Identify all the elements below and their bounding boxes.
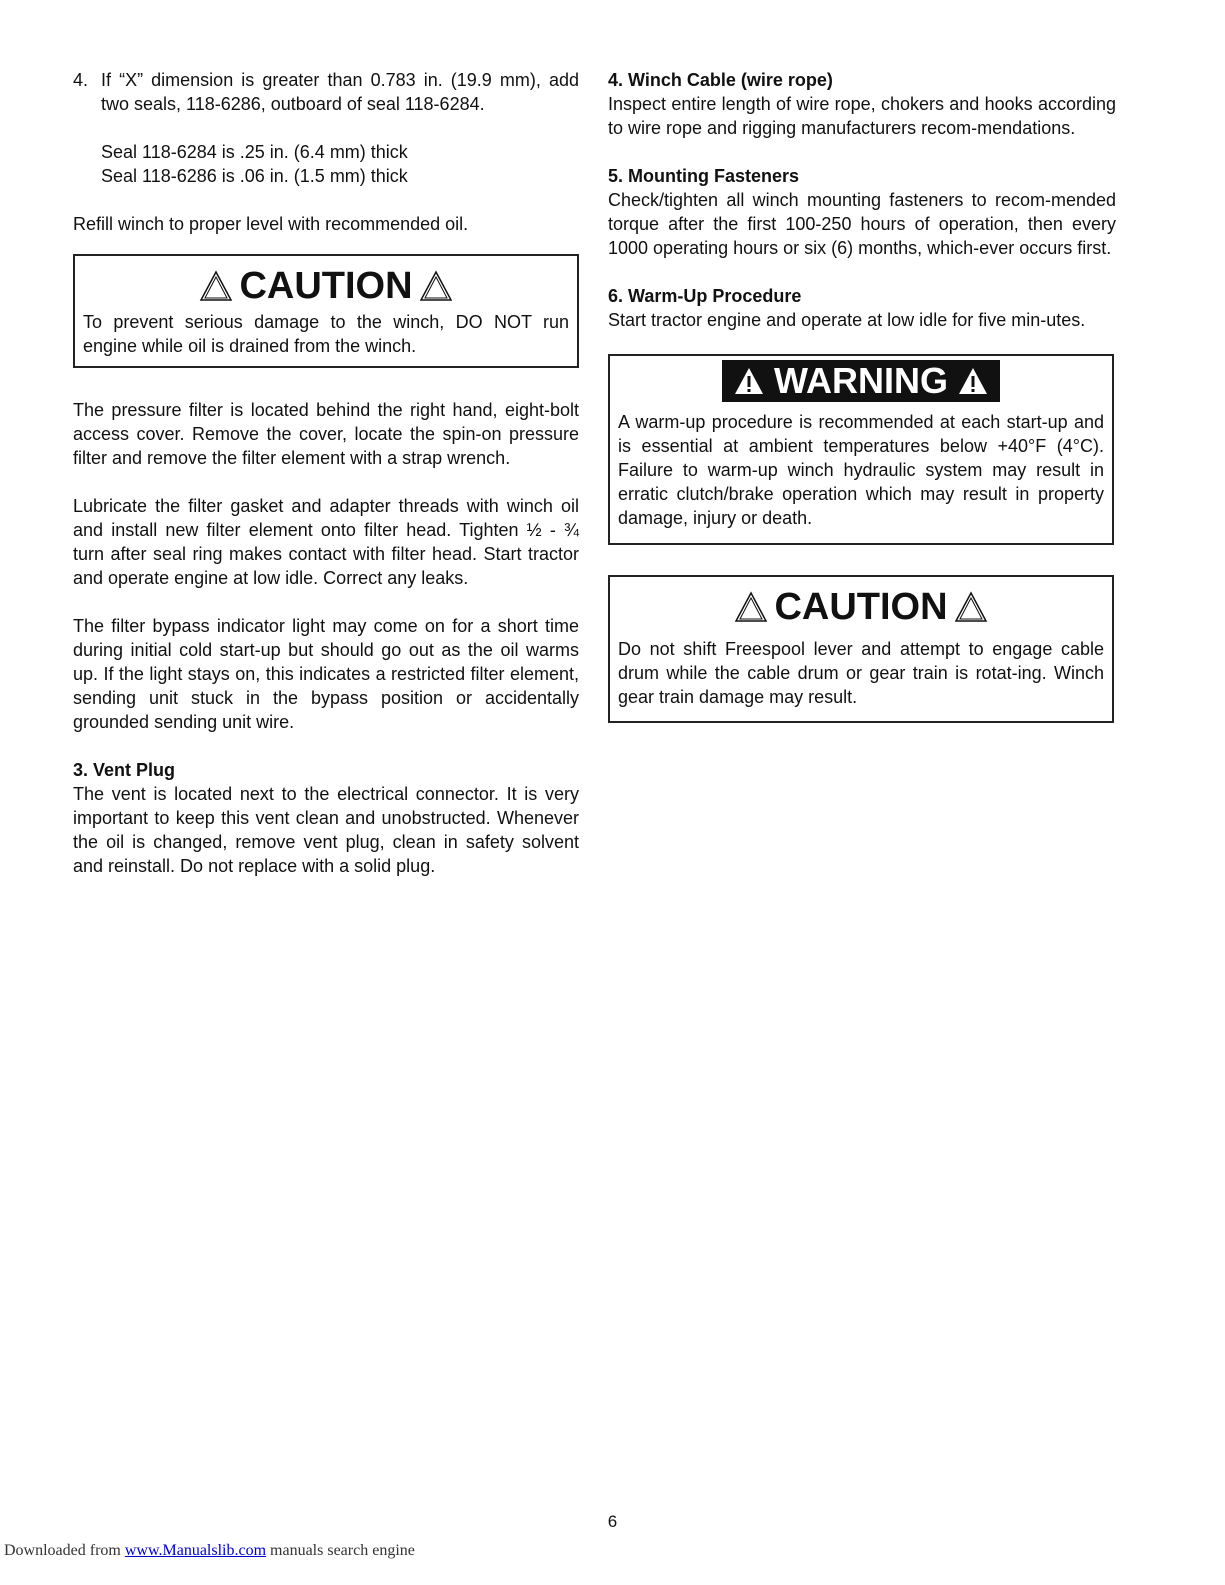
caution-text: To prevent serious damage to the winch, DO NOT run engine while oil is drained from the winch. <box>83 312 569 356</box>
caution-title <box>83 262 569 310</box>
list-item-4 <box>73 68 579 116</box>
page-number: 6 <box>607 1512 618 1531</box>
right-column <box>608 68 1116 723</box>
warm-up-heading: 6. Warm-Up Procedure <box>608 286 802 306</box>
mounting-fasteners-text: Check/tighten all winch mounting fasteners to recom-mended torque after the first 100-250 hours of operation, then every 1000 operating hours or six (6) months, which-ever occurs first. <box>608 190 1116 258</box>
item-text: If “X” dimension is greater than 0.783 in. (19.9 mm), add two seals, 118-6286, outboard of seal 118-6284. <box>101 70 579 114</box>
warning-triangle-icon <box>199 270 233 302</box>
caution-title <box>618 583 1104 631</box>
item-number: 4. <box>73 70 89 90</box>
winch-cable-text: Inspect entire length of wire rope, chokers and hooks according to wire rope and rigging manufacturers recom-mendations. <box>608 94 1116 138</box>
caution-box-2 <box>608 575 1114 723</box>
warning-banner <box>722 360 1000 402</box>
seal-spec-2: Seal 118-6286 is .06 in. (1.5 mm) thick <box>101 166 408 186</box>
bypass-paragraph: The filter bypass indicator light may come on for a short time during initial cold start-up but should go out as the oil warms up. If the light stays on, this indicates a restricted filter element, sending unit stuck in the bypass position or accidentally grounded sending unit wire. <box>73 616 579 732</box>
lubricate-paragraph: Lubricate the filter gasket and adapter threads with winch oil and install new filter element onto filter head. Tighten ½ - ¾ turn after seal ring makes contact with filter head. Start tractor and operate engine at low idle. Correct any leaks. <box>73 496 579 588</box>
warning-triangle-icon <box>954 591 988 623</box>
warning-text: A warm-up procedure is recommended at each start-up and is essential at ambient temperatures below +40°F (4°C). Failure to warm-up winch hydraulic system may result in erratic clutch/brake operation which may result in property damage, injury or death. <box>618 412 1104 528</box>
footer-suffix: manuals search engine <box>266 1542 415 1559</box>
left-column <box>73 68 579 878</box>
manualslib-link[interactable]: www.Manualslib.com <box>124 1542 267 1559</box>
warm-up-text: Start tractor engine and operate at low idle for five min-utes. <box>608 310 1086 330</box>
winch-cable-heading: 4. Winch Cable (wire rope) <box>608 70 833 90</box>
caution-text: Do not shift Freespool lever and attempt to engage cable drum while the cable drum or gear train is rotat-ing. Winch gear train damage may result. <box>618 639 1104 707</box>
download-footer <box>4 1542 415 1560</box>
warning-exclamation-icon <box>958 367 988 395</box>
warning-exclamation-icon <box>734 367 764 395</box>
caution-title-text: CAUTION <box>239 265 413 307</box>
warning-title-text: WARNING <box>774 360 948 401</box>
caution-box-1 <box>73 254 579 368</box>
vent-plug-text: The vent is located next to the electrical connector. It is very important to keep this vent clean and unobstructed. Whenever the oil is changed, remove vent plug, clean in safety solvent and reinstall. Do not replace with a solid plug. <box>73 784 579 876</box>
filter-paragraph: The pressure filter is located behind the right hand, eight-bolt access cover. Remove the cover, locate the spin-on pressure filter and remove the filter element with a strap wrench. <box>73 400 579 468</box>
warning-triangle-icon <box>419 270 453 302</box>
footer-prefix: Downloaded from <box>4 1542 125 1559</box>
mounting-fasteners-heading: 5. Mounting Fasteners <box>608 166 800 186</box>
caution-title-text: CAUTION <box>774 586 948 628</box>
warning-box <box>608 354 1114 545</box>
vent-plug-heading: 3. Vent Plug <box>73 760 176 780</box>
warning-triangle-icon <box>734 591 768 623</box>
seal-spec-1: Seal 118-6284 is .25 in. (6.4 mm) thick <box>101 142 408 162</box>
refill-text: Refill winch to proper level with recommended oil. <box>73 214 469 234</box>
